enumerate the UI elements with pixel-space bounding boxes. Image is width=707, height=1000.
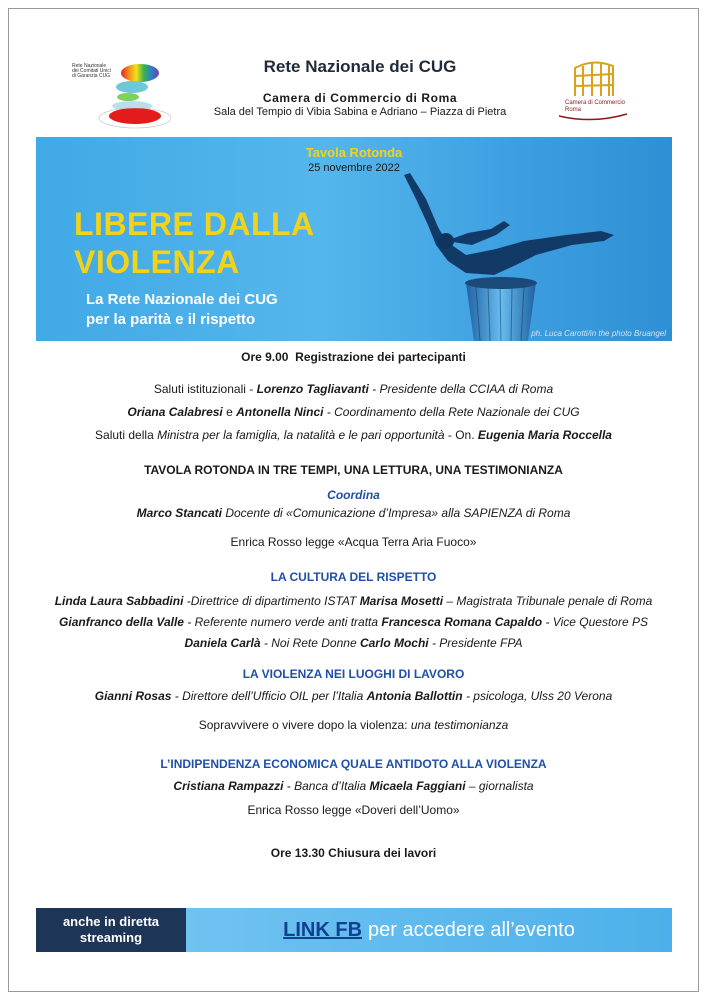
speaker-role: - Direttore dell’Ufficio OIL per l’Italia bbox=[171, 689, 367, 703]
greeting-line-1 bbox=[20, 382, 687, 397]
greet2-name-2: Antonella Ninci bbox=[236, 405, 324, 419]
network-title: Rete Nazionale dei CUG bbox=[263, 57, 457, 76]
headline-line-2: VIOLENZA bbox=[74, 244, 240, 280]
speaker-role: – giornalista bbox=[465, 779, 534, 793]
registration-line bbox=[20, 350, 687, 365]
coordinator-name: Marco Stancati bbox=[136, 506, 222, 520]
speaker-name: Gianfranco della Valle bbox=[59, 615, 184, 629]
testimony-prefix: Sopravvivere o vivere dopo la violenza: bbox=[198, 718, 411, 732]
greet3-prefix: Saluti della bbox=[95, 428, 158, 442]
greet1-name: Lorenzo Tagliavanti bbox=[256, 382, 369, 396]
greet2-name-1: Oriana Calabresi bbox=[127, 405, 223, 419]
speaker-name: Linda Laura Sabbadini bbox=[54, 594, 184, 608]
tagline-line-1: La Rete Nazionale dei CUG bbox=[86, 291, 278, 308]
streaming-line-2: streaming bbox=[79, 930, 143, 945]
headline bbox=[74, 205, 315, 281]
section-3-line-1 bbox=[20, 779, 687, 794]
section-3-title: L’INDIPENDENZA ECONOMICA QUALE ANTIDOTO ALLA VIOLENZA bbox=[160, 757, 547, 771]
speaker-name: Gianni Rosas bbox=[94, 689, 172, 703]
greet1-prefix: Saluti istituzionali - bbox=[153, 382, 257, 396]
speaker-name: Antonia Ballottin bbox=[366, 689, 463, 703]
tagline bbox=[86, 290, 278, 330]
registration-text: Registrazione dei partecipanti bbox=[295, 350, 466, 364]
speaker-role: – Magistrata Tribunale penale di Roma bbox=[443, 594, 653, 608]
greet3-ministry: Ministra per la famiglia, la natalità e le pari opportunità bbox=[157, 428, 445, 442]
speaker-role: - Presidente FPA bbox=[428, 636, 523, 650]
greet3-name: Eugenia Maria Roccella bbox=[477, 428, 612, 442]
streaming-line-1: anche in diretta bbox=[62, 914, 160, 929]
header bbox=[0, 0, 707, 135]
section-1-line-3 bbox=[20, 636, 687, 651]
greet2-role: - Coordinamento della Rete Nazionale dei CUG bbox=[323, 405, 580, 419]
section-2-line-1 bbox=[20, 689, 687, 704]
facebook-link[interactable]: LINK FB bbox=[283, 918, 363, 941]
coordinator-label: Coordina bbox=[327, 488, 380, 502]
event-banner bbox=[36, 137, 672, 341]
venue: Sala del Tempio di Vibia Sabina e Adriano – Piazza di Pietra bbox=[213, 106, 507, 118]
greet1-role: - Presidente della CCIAA di Roma bbox=[368, 382, 554, 396]
headline-line-1: LIBERE DALLA bbox=[74, 206, 315, 242]
right-logo-text: Camera di Commercio Roma bbox=[565, 100, 626, 113]
section-1-line-2 bbox=[20, 615, 687, 630]
streaming-badge bbox=[36, 908, 186, 952]
speaker-role: -Direttrice di dipartimento ISTAT bbox=[183, 594, 360, 608]
greeting-line-3 bbox=[20, 428, 687, 443]
speaker-role: - Noi Rete Donne bbox=[260, 636, 360, 650]
event-type: Tavola Rotonda bbox=[305, 145, 403, 160]
greet2-and: e bbox=[222, 405, 237, 419]
reading-1: Enrica Rosso legge «Acqua Terra Aria Fuoco» bbox=[230, 535, 477, 549]
speaker-name: Marisa Mosetti bbox=[359, 594, 444, 608]
reading-2: Enrica Rosso legge «Doveri dell’Uomo» bbox=[247, 803, 460, 817]
photo-credit: ph. Luca Carotti/in the photo Bruangel bbox=[531, 329, 666, 338]
testimony-line bbox=[20, 718, 687, 733]
speaker-name: Francesca Romana Capaldo bbox=[381, 615, 543, 629]
section-1-line-1 bbox=[20, 594, 687, 609]
speaker-name: Daniela Carlà bbox=[184, 636, 261, 650]
chamber-name: Camera di Commercio di Roma bbox=[262, 91, 458, 105]
chamber-of-commerce-logo bbox=[555, 52, 630, 124]
section-2-title: LA VIOLENZA NEI LUOGHI DI LAVORO bbox=[242, 667, 465, 681]
event-date: 25 novembre 2022 bbox=[308, 162, 400, 174]
speaker-role: - psicologa, Ulss 20 Verona bbox=[462, 689, 613, 703]
speaker-name: Micaela Faggiani bbox=[369, 779, 466, 793]
greeting-line-2 bbox=[20, 405, 687, 420]
testimony-label: una testimonianza bbox=[410, 718, 509, 732]
speaker-name: Cristiana Rampazzi bbox=[173, 779, 284, 793]
speaker-role: - Referente numero verde anti tratta bbox=[183, 615, 382, 629]
facebook-link-bar bbox=[186, 908, 672, 952]
speaker-role: - Vice Questore PS bbox=[542, 615, 648, 629]
coordinator-role: Docente di «Comunicazione d’Impresa» alla SAPIENZA di Roma bbox=[221, 506, 571, 520]
closing-line: Ore 13.30 Chiusura dei lavori bbox=[270, 846, 437, 860]
round-table-title: TAVOLA ROTONDA IN TRE TEMPI, UNA LETTURA, UNA TESTIMONIANZA bbox=[144, 463, 563, 477]
speaker-role: - Banca d’Italia bbox=[283, 779, 370, 793]
facebook-link-caption: per accedere all’evento bbox=[368, 918, 575, 941]
tagline-line-2: per la parità e il rispetto bbox=[86, 311, 256, 328]
coordinator-line bbox=[20, 506, 687, 521]
speaker-name: Carlo Mochi bbox=[359, 636, 429, 650]
greet3-hon: - On. bbox=[444, 428, 478, 442]
left-logo-text: Rete Nazionale dei Comitati Unici di Garanzia CUG bbox=[72, 63, 111, 79]
registration-time: Ore 9.00 bbox=[241, 350, 289, 364]
section-1-title: LA CULTURA DEL RISPETTO bbox=[270, 570, 437, 584]
